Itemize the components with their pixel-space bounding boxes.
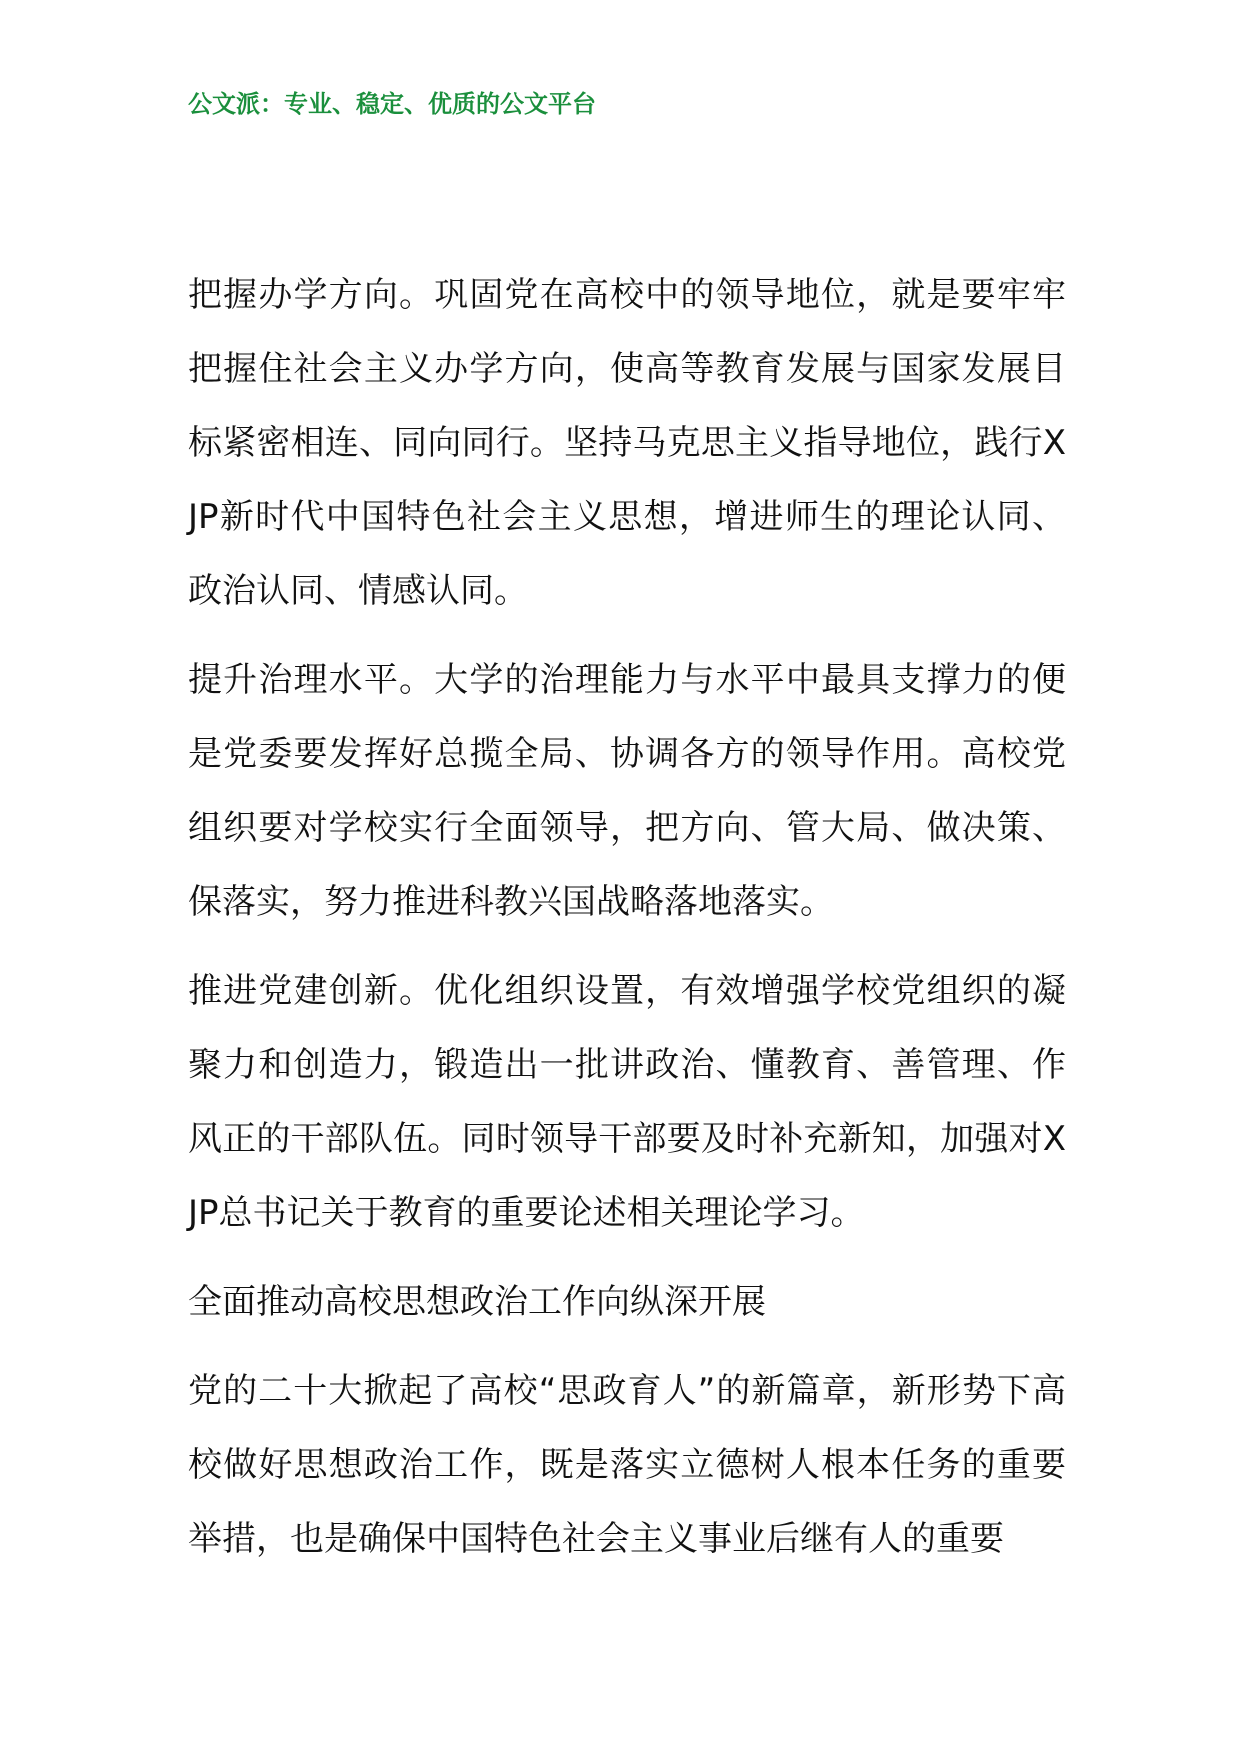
site-header-slogan: 公文派：专业、稳定、优质的公文平台 xyxy=(188,90,596,118)
paragraph-ideological-work: 党的二十大掀起了高校“思政育人”的新篇章，新形势下高校做好思想政治工作，既是落实立德树人根本任务的重要举措，也是确保中国特色社会主义事业后继有人的重要 xyxy=(188,1371,1066,1559)
paragraph-governance: 提升治理水平。大学的治理能力与水平中最具支撑力的便是党委要发挥好总揽全局、协调各方的领导作用。高校党组织要对学校实行全面领导，把方向、管大局、做决策、保落实，努力推进科教兴国战略落地落实。 xyxy=(188,660,1066,922)
section-heading: 全面推动高校思想政治工作向纵深开展 xyxy=(188,1282,766,1322)
paragraph-innovation: 推进党建创新。优化组织设置，有效增强学校党组织的凝聚力和创造力，锻造出一批讲政治、懂教育、善管理、作风正的干部队伍。同时领导干部要及时补充新知，加强对XJP总书记关于教育的重要论述相关理论学习。 xyxy=(188,971,1066,1233)
document-body xyxy=(188,258,1066,1591)
paragraph-direction: 把握办学方向。巩固党在高校中的领导地位，就是要牢牢把握住社会主义办学方向，使高等教育发展与国家发展目标紧密相连、同向同行。坚持马克思主义指导地位，践行XJP新时代中国特色社会主义思想，增进师生的理论认同、政治认同、情感认同。 xyxy=(188,275,1066,611)
